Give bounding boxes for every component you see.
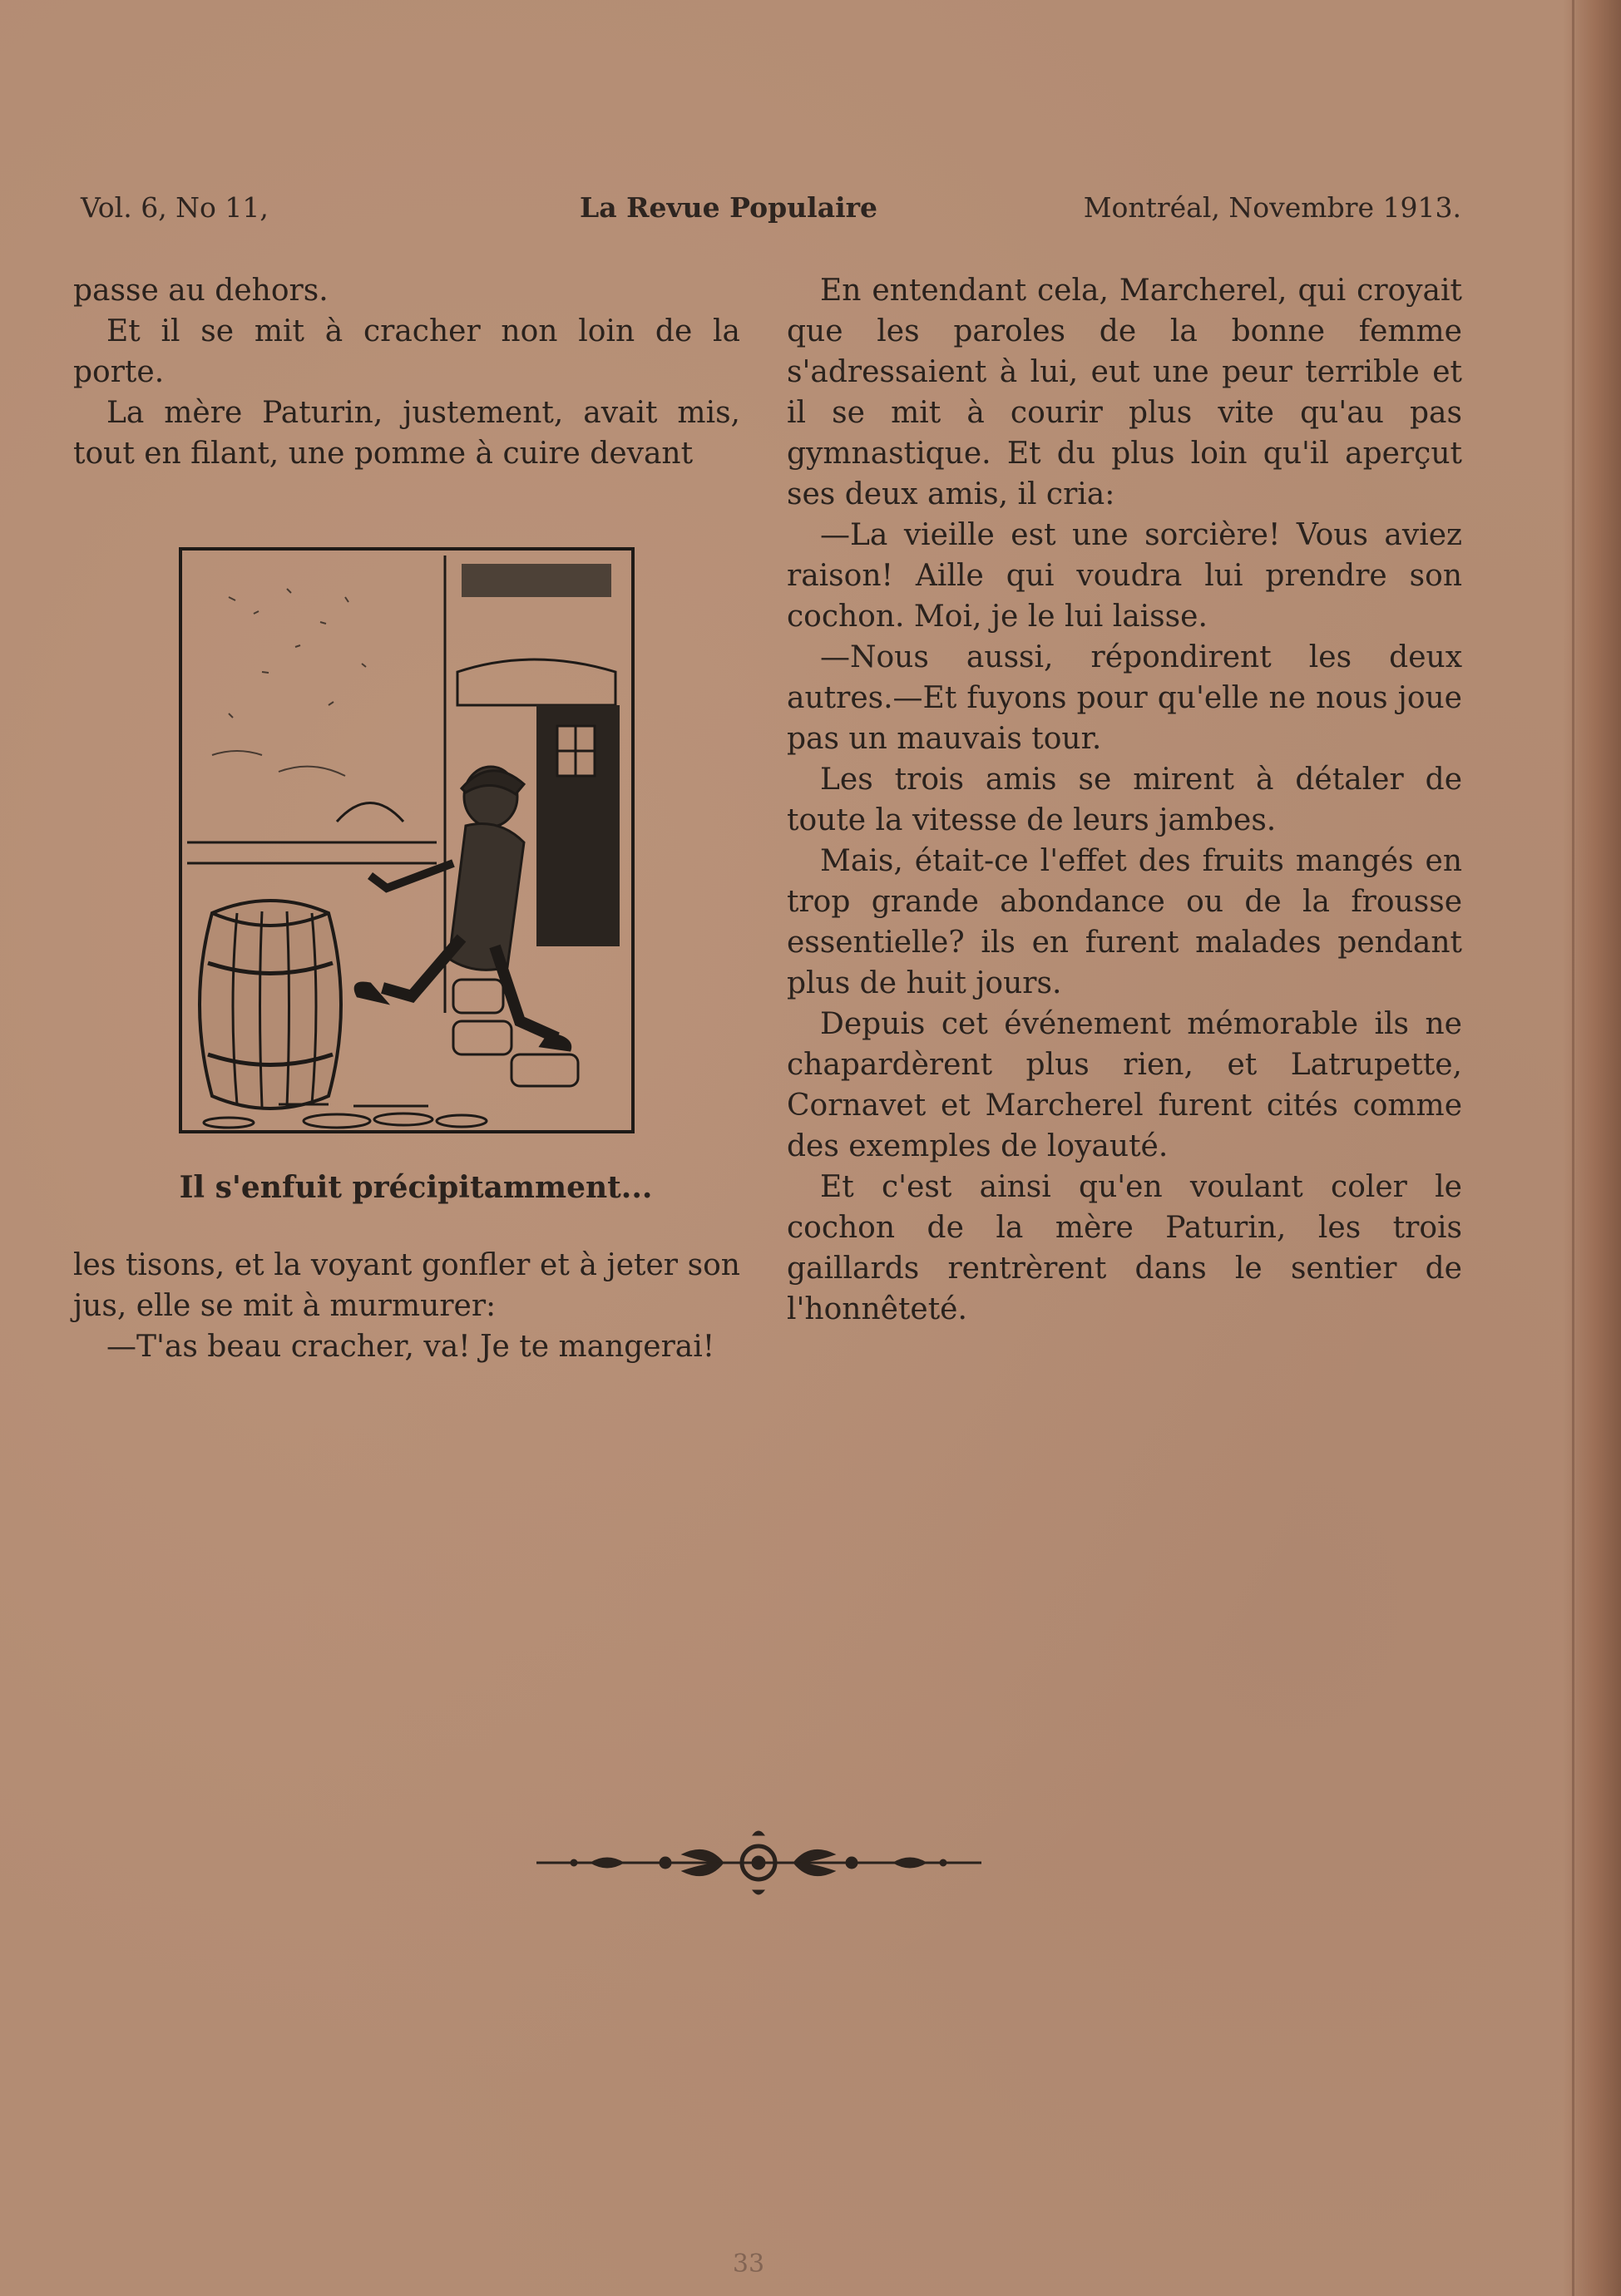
illustration-thief-at-door xyxy=(179,547,635,1133)
decorative-ornament-icon xyxy=(532,1825,986,1900)
paragraph: les tisons, et la voyant gonfler et à jeter son jus, elle se mit à murmurer: xyxy=(73,1248,740,1323)
paragraph: —Nous aussi, répondirent les deux autres.—Et fuyons pour qu'elle ne nous joue pas un mauvais tour. xyxy=(787,640,1462,756)
paragraph: En entendant cela, Marcherel, qui croyait que les paroles de la bonne femme s'adressaient à lui, eut une peur terrible et il se mit à courir plus vite qu'au pas gymnastique. Et du plus loin qu'il aperçut ses deux amis, il cria: xyxy=(787,274,1462,511)
paragraph: Depuis cet événement mémorable ils ne chapardèrent plus rien, et Latrupette, Cornavet et Marcherel furent cités comme des exemples de loyauté. xyxy=(787,1007,1462,1163)
paragraph: —T'as beau cracher, va! Je te mangerai! xyxy=(106,1330,715,1364)
paragraph: passe au dehors. xyxy=(73,274,329,308)
header-volume: Vol. 6, No 11, xyxy=(81,191,269,224)
running-header xyxy=(81,191,1461,233)
page-number: 33 xyxy=(732,2249,765,2279)
paragraph: Et c'est ainsi qu'en voulant coler le cochon de la mère Paturin, les trois gaillards rentrèrent dans le sentier de l'honnêteté. xyxy=(787,1170,1462,1326)
illustration-caption: Il s'enfuit précipitamment... xyxy=(179,1170,653,1205)
left-column-bottom xyxy=(73,1245,740,1367)
header-title: La Revue Populaire xyxy=(580,191,877,224)
paragraph: Et il se mit à cracher non loin de la porte. xyxy=(73,314,740,389)
paragraph: —La vieille est une sorcière! Vous aviez raison! Aille qui voudra lui prendre son cochon. Moi, je le lui laisse. xyxy=(787,518,1462,634)
right-column xyxy=(787,270,1462,1330)
page-fold-line xyxy=(1572,0,1574,2296)
header-date: Montréal, Novembre 1913. xyxy=(1083,191,1461,224)
paragraph: La mère Paturin, justement, avait mis, tout en filant, une pomme à cuire devant xyxy=(73,396,740,471)
paragraph: Les trois amis se mirent à détaler de toute la vitesse de leurs jambes. xyxy=(787,763,1462,837)
paragraph: Mais, était-ce l'effet des fruits mangés en trop grande abondance ou de la frousse essentielle? ils en furent malades pendant plus de huit jours. xyxy=(787,844,1462,1000)
left-column-top xyxy=(73,270,740,474)
